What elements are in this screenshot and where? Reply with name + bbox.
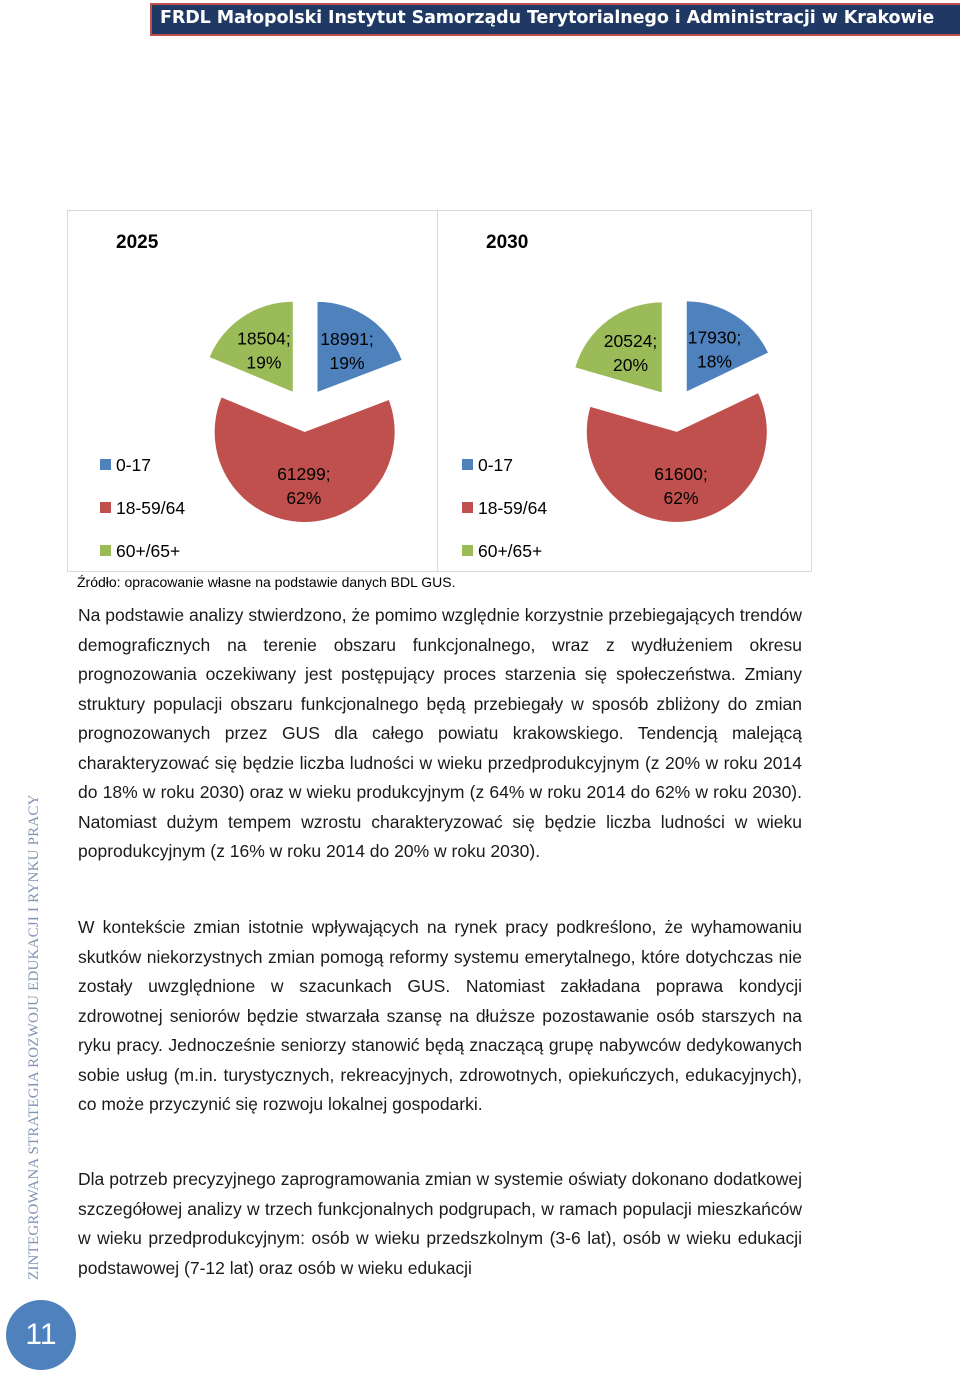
slice-data-label: 18504; 19% bbox=[237, 328, 291, 373]
sidebar-vertical-title: ZINTEGROWANA STRATEGIA ROZWOJU EDUKACJI I RYNKU PRACY bbox=[26, 794, 42, 1280]
body-paragraph-3: Dla potrzeb precyzyjnego zaprogramowania zmian w systemie oświaty dokonano dodatkowej szczegółowej analizy w trzech funkcjonalnych podgrupach, w ramach populacji mieszkańców w wieku przedprodukcyjnym: osób w wieku przedszkolnym (3-6 lat), osób w wieku edukacji podstawowej (7-12 lat) oraz osób w wieku edukacji bbox=[78, 1169, 802, 1278]
legend-swatch bbox=[462, 545, 473, 556]
legend-label: 18-59/64 bbox=[478, 498, 548, 518]
source-note: Źródło: opracowanie własne na podstawie danych BDL GUS. bbox=[77, 574, 456, 590]
body-paragraph-2: W kontekście zmian istotnie wpływających na rynek pracy podkreślono, że wyhamowaniu skutków niekorzystnych zmian pomogą reformy systemu emerytalnego, które dotychczas nie zostały uwzględnione w szacunkach GUS. Natomiast zakładana poprawa kondycji zdrowotnej seniorów będzie stwarzała szansę na dłuższe pozostawanie osób starszych na ryku pracy. Jednocześnie seniorzy stanowić będą znaczącą grupę nabywców dedykowanych sobie usług (m.in. turystycznych, rekreacyjnych, zdrowotnych, opiekuńczych, edukacyjnych), co może przyczynić się rozwoju lokalnej gospodarki. bbox=[78, 917, 802, 1114]
legend-swatch bbox=[100, 459, 111, 470]
slice-data-label: 61299; 62% bbox=[277, 463, 331, 508]
legend-label: 60+/65+ bbox=[478, 541, 543, 561]
legend-label: 18-59/64 bbox=[116, 498, 186, 518]
legend-swatch bbox=[462, 502, 473, 513]
body-paragraph-1: Na podstawie analizy stwierdzono, że pomimo względnie korzystnie przebiegających trendów demograficznych na terenie obszaru funkcjonalnego, wraz z wydłużeniem okresu prognozowania oczekiwany jest postępujący proces starzenia się społeczeństwa. Zmiany struktury populacji obszaru funkcjonalnego będą przebiegały w sposób zbliżony do zmian prognozowanych przez GUS dla całego powiatu krakowskiego. Tendencją malejącą charakteryzować się będzie liczba ludności w wieku przedprodukcyjnym (z 20% w roku 2014 do 18% w roku 2030) oraz w wieku produkcyjnym (z 64% w roku 2014 do 62% w roku 2030). Natomiast dużym tempem wzrostu charakteryzować się będzie liczba ludności w wieku poprodukcyjnym (z 16% w roku 2014 do 20% w roku 2030). bbox=[78, 605, 802, 861]
slice-data-label: 61600; 62% bbox=[654, 463, 708, 508]
pie-chart-2030 bbox=[560, 270, 790, 570]
legend-swatch bbox=[100, 545, 111, 556]
slice-data-label: 18991; 19% bbox=[320, 329, 374, 374]
page-number-badge: 11 bbox=[6, 1300, 76, 1370]
legend-swatch bbox=[100, 502, 111, 513]
chart-title-2025: 2025 bbox=[116, 232, 159, 253]
slice-data-label: 20524; 20% bbox=[603, 330, 658, 375]
header-title: FRDL Małopolski Instytut Samorządu Terytorialnego i Administracji w Krakowie bbox=[160, 8, 935, 28]
legend-label: 0-17 bbox=[116, 455, 152, 475]
legend-swatch bbox=[462, 459, 473, 470]
chart-title-2030: 2030 bbox=[486, 232, 529, 253]
legend-label: 0-17 bbox=[478, 455, 514, 475]
chart-divider bbox=[437, 210, 438, 572]
legend-label: 60+/65+ bbox=[116, 541, 181, 561]
pie-chart-2025 bbox=[190, 270, 420, 570]
slice-data-label: 17930; 18% bbox=[687, 327, 742, 372]
